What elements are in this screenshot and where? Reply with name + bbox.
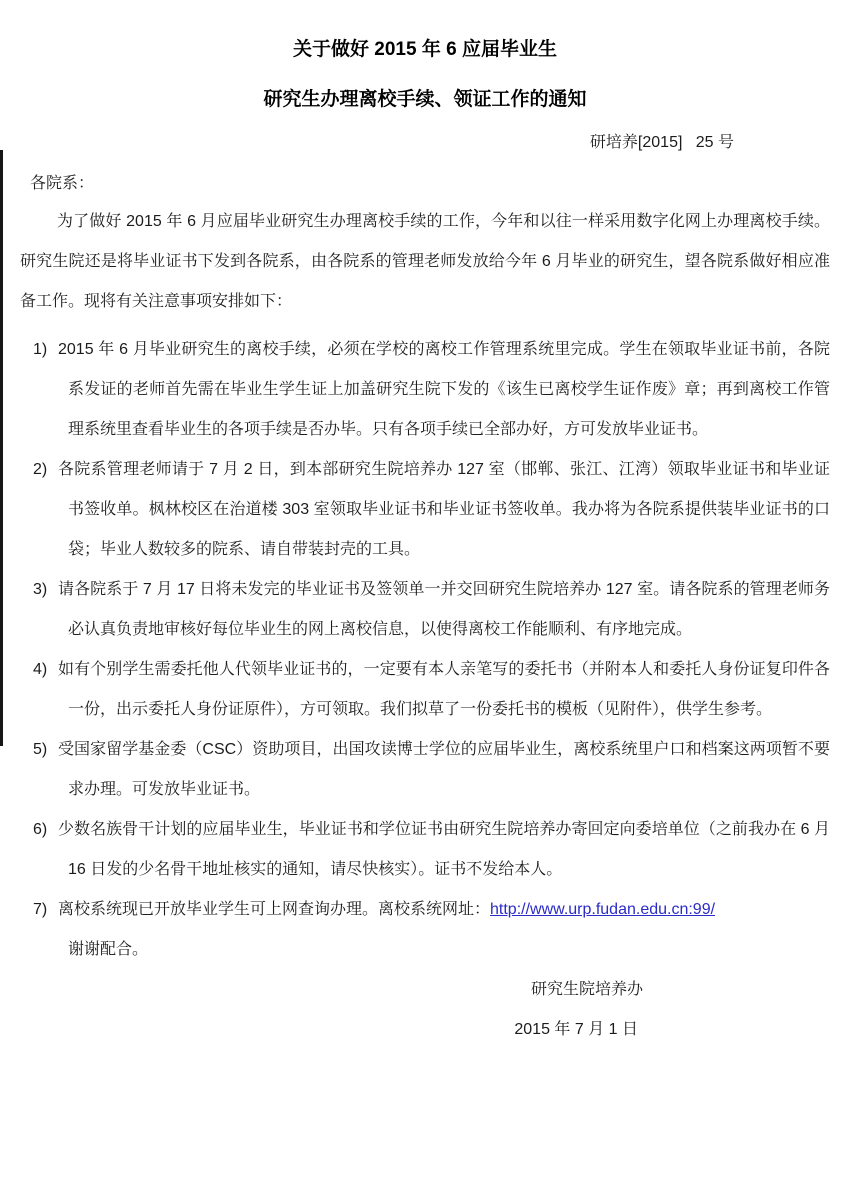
item-number: 6): [33, 821, 48, 838]
item-number: 5): [33, 741, 48, 758]
notice-item-5: [20, 730, 830, 810]
date: 2015 年 7 月 1 日: [514, 1021, 638, 1038]
notice-item-3: [20, 570, 830, 650]
scan-artifact-edge: [0, 150, 3, 746]
doc-number: 研培养[2015] 25 号: [589, 134, 734, 151]
doc-title-line2: 研究生办理离校手续、领证工作的通知: [263, 89, 587, 110]
item-text: 请各院系于 7 月 17 日将未发完的毕业证书及签领单一并交回研究生院培养办 127 室。请各院系的管理老师务必认真负责地审核好每位毕业生的网上离校信息，以使得离校工作能顺利、有序地完成。: [58, 581, 830, 638]
signature: 研究生院培养办: [530, 981, 643, 998]
doc-title-line1: 关于做好 2015 年 6 应届毕业生: [293, 39, 557, 60]
notice-item-1: [20, 330, 830, 450]
intro-paragraph: 为了做好 2015 年 6 月应届毕业研究生办理离校手续的工作，今年和以往一样采用数字化网上办理离校手续。研究生院还是将毕业证书下发到各院系，由各院系的管理老师发放给今年 6 月毕业的研究生，望各院系做好相应准备工作。现将有关注意事项安排如下：: [20, 213, 830, 310]
item-text-before-link: 离校系统现已开放毕业学生可上网查询办理。离校系统网址：: [58, 901, 491, 918]
item-number: 1): [33, 341, 48, 358]
notice-item-7: [20, 890, 830, 970]
item-number: 2): [33, 461, 48, 478]
item-number: 3): [33, 581, 48, 598]
salutation: 各院系：: [30, 175, 95, 192]
notice-item-2: [20, 450, 830, 570]
notice-item-6: [20, 810, 830, 890]
item-text-after-link: 谢谢配合。: [68, 941, 149, 958]
item-text: 如有个别学生需委托他人代领毕业证书的，一定要有本人亲笔写的委托书（并附本人和委托人身份证复印件各一份，出示委托人身份证原件），方可领取。我们拟草了一份委托书的模板（见附件），供学生参考。: [58, 661, 830, 718]
item-text: [58, 901, 715, 958]
item-text: 2015 年 6 月毕业研究生的离校手续，必须在学校的离校工作管理系统里完成。学生在领取毕业证书前，各院系发证的老师首先需在毕业生学生证上加盖研究生院下发的《该生已离校学生证作废》章；再到离校工作管理系统里查看毕业生的各项手续是否办毕。只有各项手续已全部办好，方可发放毕业证书。: [58, 341, 830, 438]
notice-item-4: [20, 650, 830, 730]
item-number: 7): [33, 901, 48, 918]
notice-item-list: [20, 330, 830, 970]
leave-system-link[interactable]: http://www.urp.fudan.edu.cn:99/: [490, 901, 716, 918]
item-text: 受国家留学基金委（CSC）资助项目，出国攻读博士学位的应届毕业生，离校系统里户口和档案这两项暂不要求办理。可发放毕业证书。: [58, 741, 830, 798]
item-number: 4): [33, 661, 48, 678]
item-text: 少数名族骨干计划的应届毕业生，毕业证书和学位证书由研究生院培养办寄回定向委培单位（之前我办在 6 月 16 日发的少名骨干地址核实的通知，请尽快核实）。证书不发给本人。: [58, 821, 830, 878]
item-text: 各院系管理老师请于 7 月 2 日，到本部研究生院培养办 127 室（邯郸、张江、江湾）领取毕业证书和毕业证书签收单。枫林校区在治道楼 303 室领取毕业证书和毕业证书签收单。我办将为各院系提供装毕业证书的口袋；毕业人数较多的院系、请自带装封壳的工具。: [58, 461, 830, 558]
